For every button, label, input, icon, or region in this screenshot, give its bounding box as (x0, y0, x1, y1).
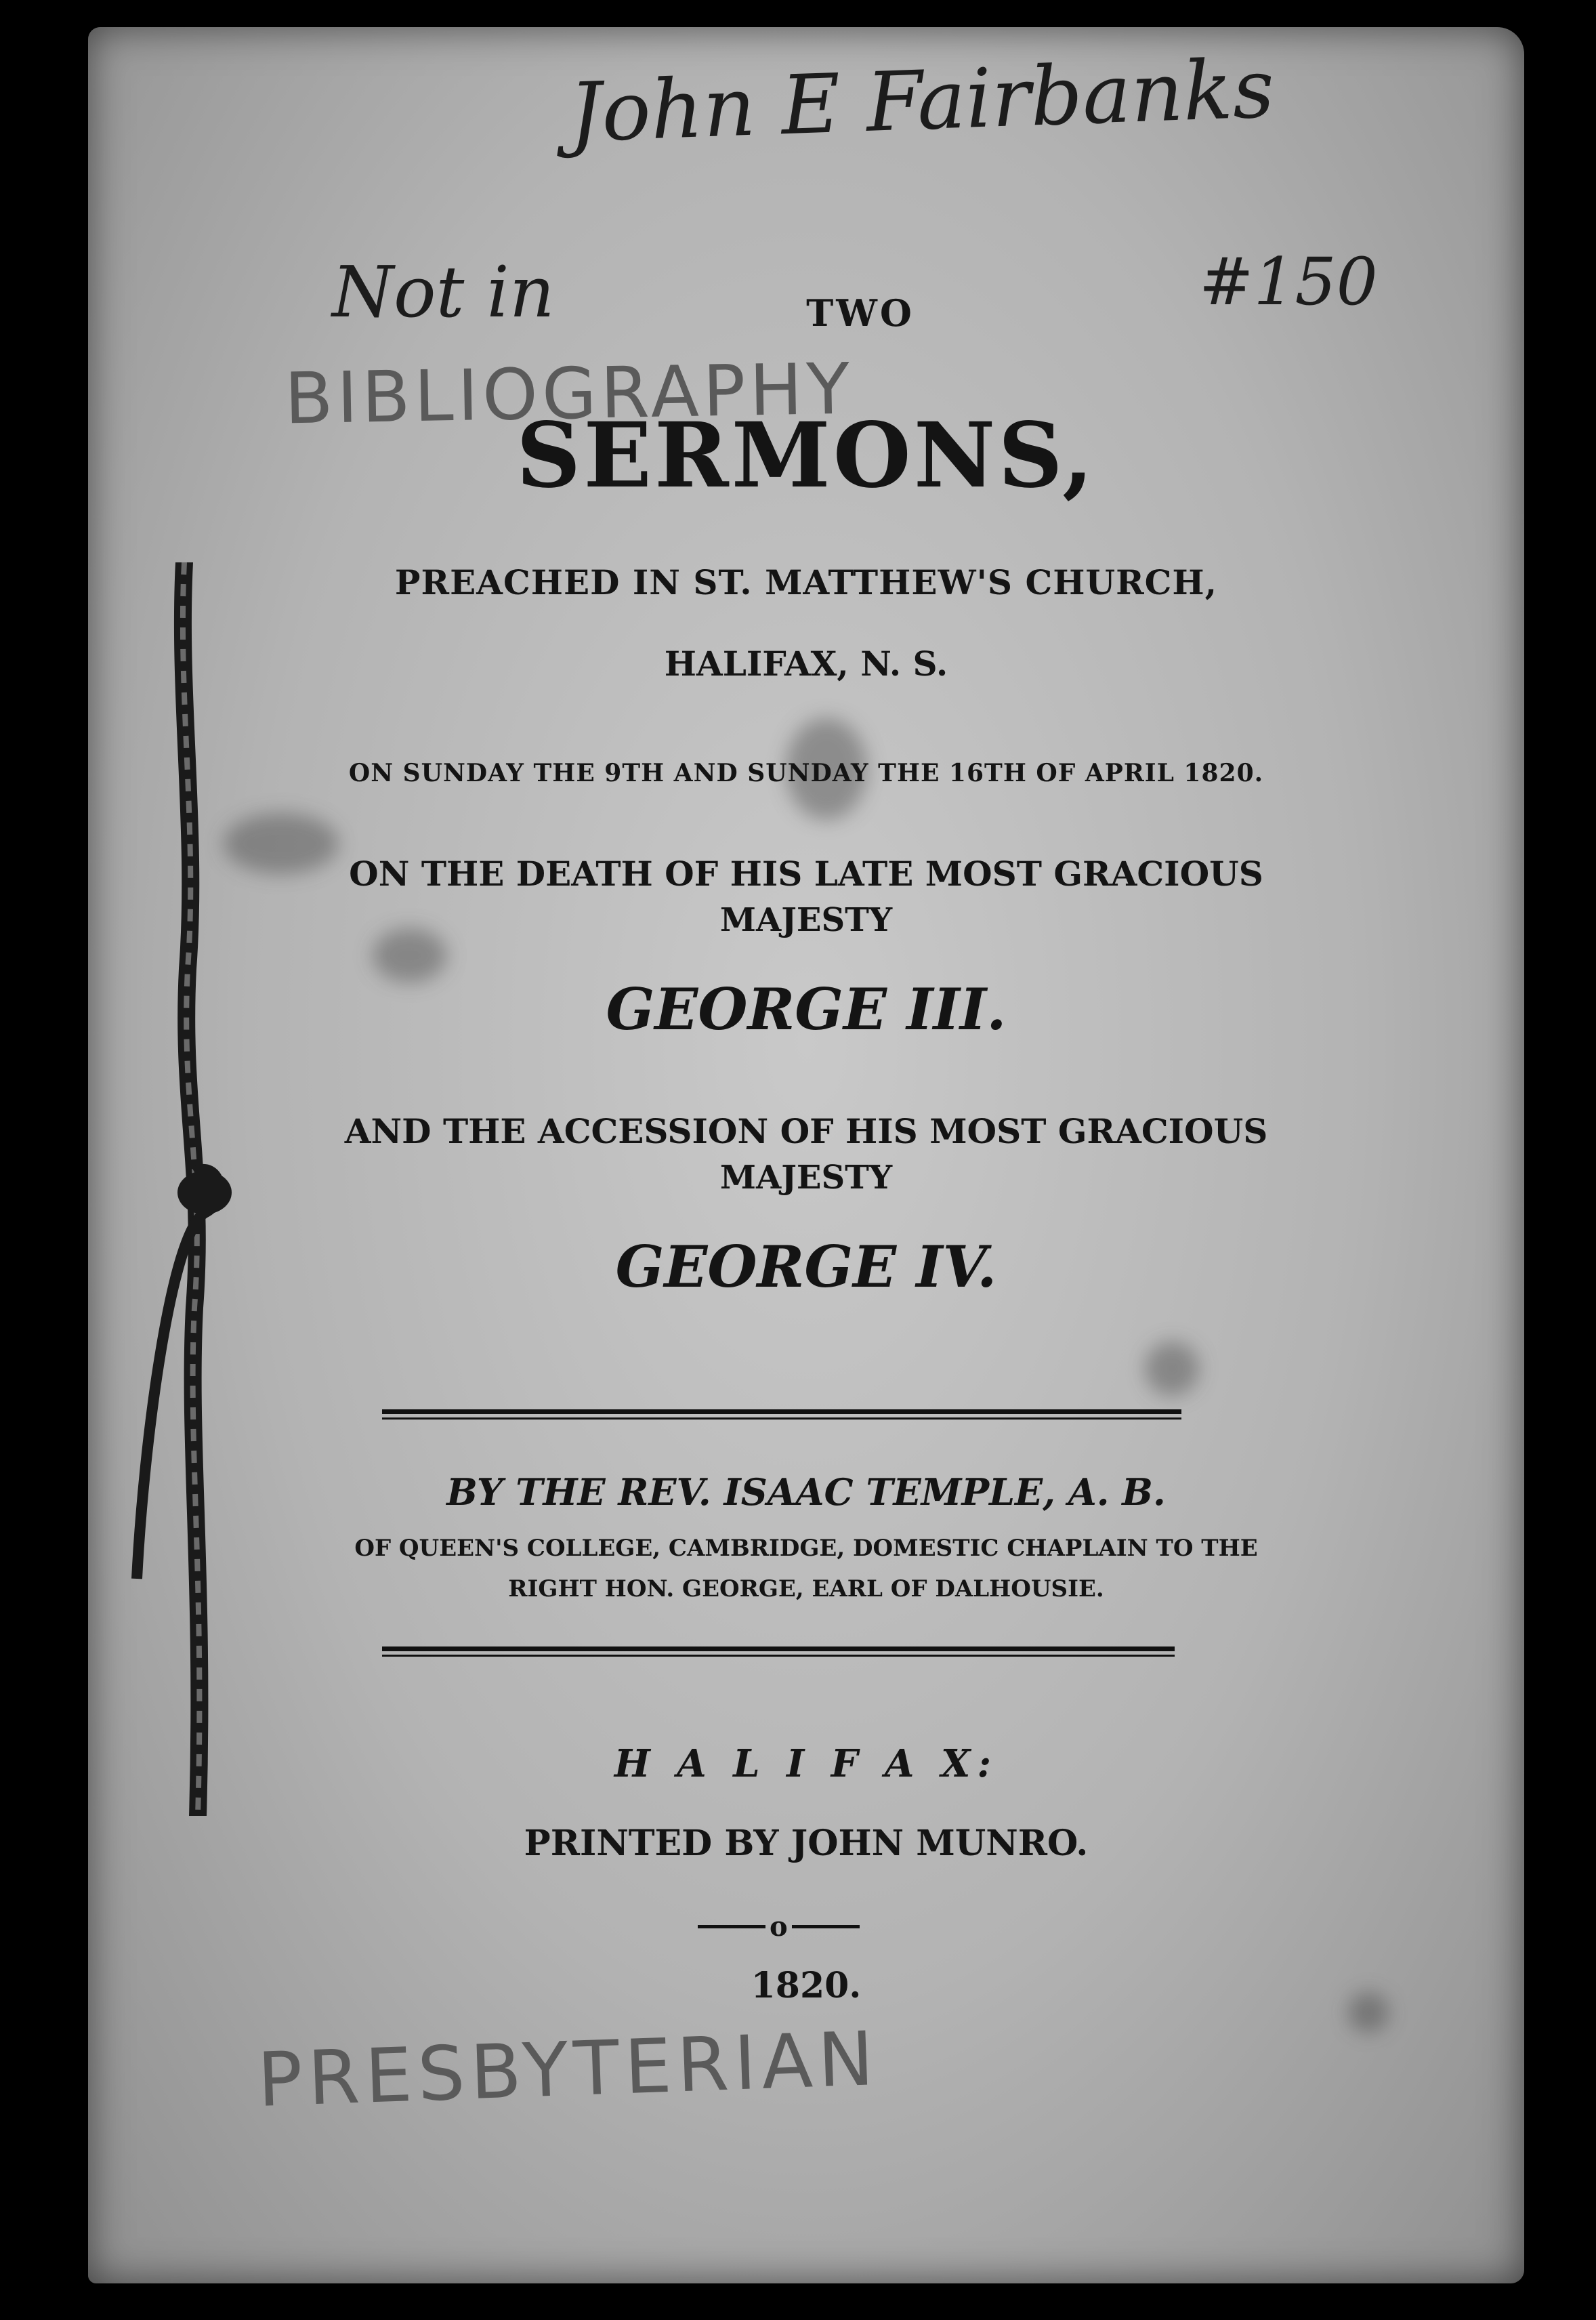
title-page (88, 27, 1524, 2283)
printer-line: PRINTED BY JOHN MUNRO. (524, 1823, 1089, 1864)
king-george-iii: GEORGE III. (606, 976, 1007, 1043)
place-line: HALIFAX, N. S. (664, 644, 948, 684)
catalog-note: Not in (332, 251, 555, 333)
author-affiliation: OF QUEEN'S COLLEGE, CAMBRIDGE, DOMESTIC CHAPLAIN TO THE (354, 1535, 1258, 1562)
king-george-iv: GEORGE IV. (615, 1233, 997, 1300)
double-rule-divider (382, 1409, 1181, 1420)
ink-stain (1145, 1342, 1199, 1396)
ornament-divider: o (698, 1911, 860, 1943)
author-line: BY THE REV. ISAAC TEMPLE, A. B. (446, 1470, 1166, 1514)
majesty-line: MAJESTY (719, 901, 893, 939)
author-affiliation: RIGHT HON. GEORGE, EARL OF DALHOUSIE. (508, 1575, 1104, 1602)
title-two: TWO (806, 291, 915, 335)
denomination-note: PRESBYTERIAN (256, 2015, 881, 2124)
owner-signature: John E Fairbanks (567, 41, 1276, 161)
church-line: PREACHED IN ST. MATTHEW'S CHURCH, (394, 562, 1218, 602)
death-line: ON THE DEATH OF HIS LATE MOST GRACIOUS (349, 854, 1263, 894)
double-rule-divider (382, 1646, 1175, 1657)
majesty-line: MAJESTY (719, 1159, 893, 1197)
publication-year: 1820. (751, 1965, 862, 2006)
imprint-place: H A L I F A X: (614, 1741, 999, 1786)
catalog-note: BIBLIOGRAPHY (283, 347, 855, 440)
price-note: #150 (1199, 244, 1378, 320)
page-title: SERMONS, (516, 403, 1096, 508)
dates-line: ON SUNDAY THE 9TH AND SUNDAY THE 16TH OF APRIL 1820. (348, 759, 1264, 787)
accession-line: AND THE ACCESSION OF HIS MOST GRACIOUS (344, 1111, 1268, 1151)
